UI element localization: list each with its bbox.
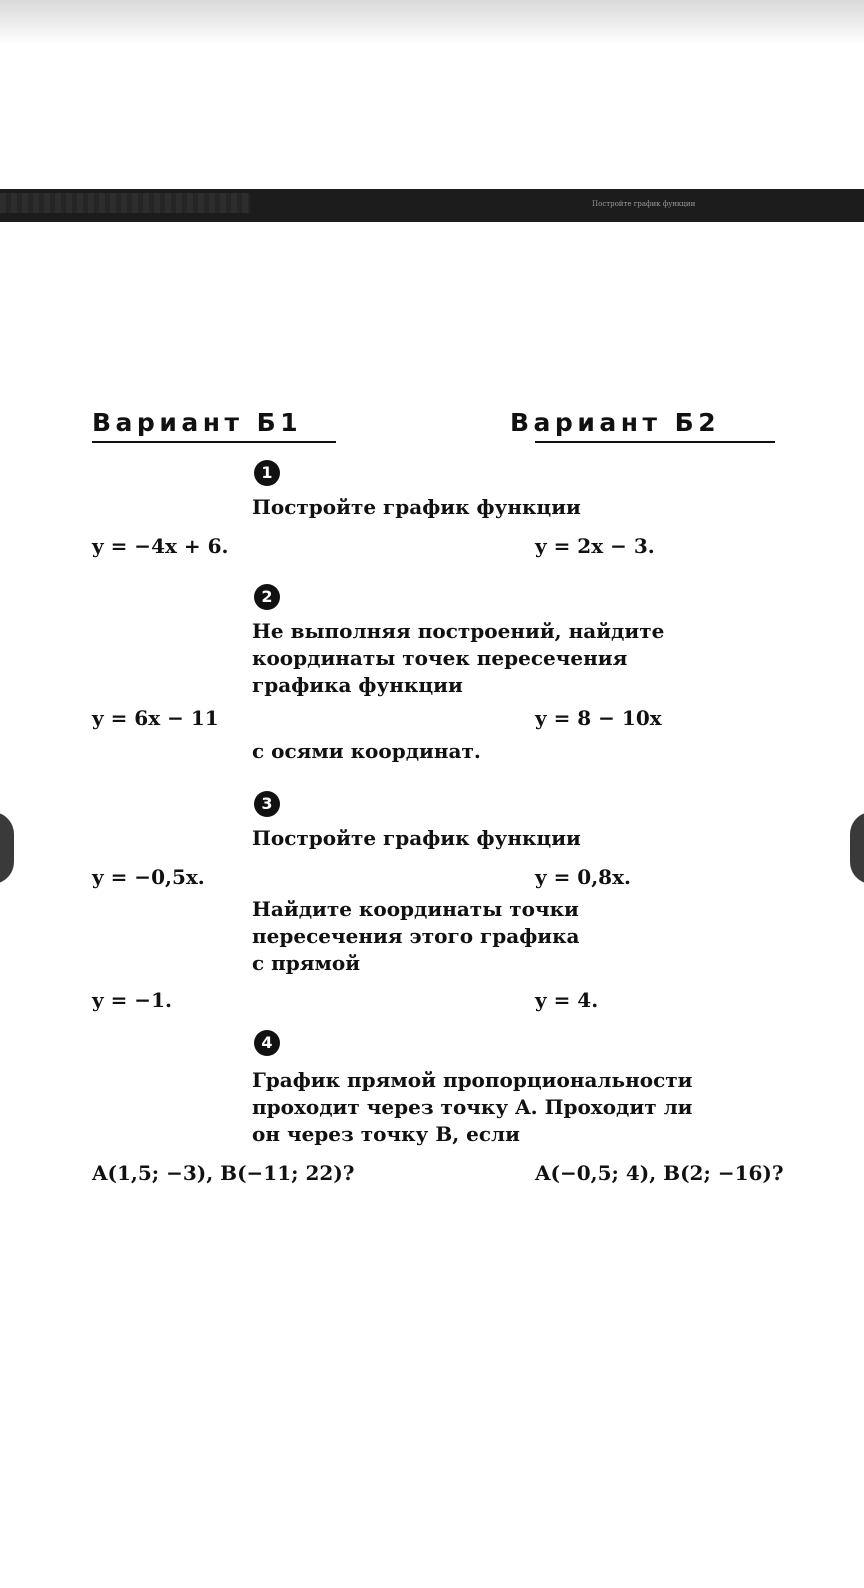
task-4-line-3: он через точку B, если [252,1122,520,1146]
variant-b1-underline [92,441,336,443]
task-4-line-1: График прямой пропорциональности [252,1068,693,1092]
task-4-b2-points: A(−0,5; 4), B(2; −16)? [535,1161,784,1185]
task-3-b1-formula: y = −0,5x. [92,865,205,889]
next-image-button[interactable] [850,812,864,884]
task-1-b2-formula: y = 2x − 3. [535,534,655,558]
previous-image-button[interactable] [0,812,14,884]
task-1-text: Постройте график функции [252,495,581,519]
previous-image-strip [0,189,864,222]
task-2-line-3: графика функции [252,673,463,697]
task-3-b2-line: y = 4. [535,988,599,1012]
task-3-b2-formula: y = 0,8x. [535,865,631,889]
task-4-line-2: проходит через точку A. Проходит ли [252,1095,693,1119]
task-3-line-1: Постройте график функции [252,826,581,850]
task-4-b1-points: A(1,5; −3), B(−11; 22)? [92,1161,355,1185]
variant-b1-heading: Вариант Б1 [92,408,303,437]
task-2-line-2: координаты точек пересечения [252,646,628,670]
variant-b2-heading: Вариант Б2 [510,408,721,437]
task-3-b1-line: y = −1. [92,988,172,1012]
task-3-line-2: Найдите координаты точки [252,897,579,921]
task-1-b1-formula: y = −4x + 6. [92,534,229,558]
task-3-number: 3 [254,791,280,817]
task-3-line-4: с прямой [252,951,361,975]
strip-caption: Постройте график функции [592,200,696,208]
task-2-line-1: Не выполняя построений, найдите [252,619,665,643]
task-2-tail: с осями координат. [252,739,481,763]
task-2-b2-formula: y = 8 − 10x [535,706,662,730]
blurred-text [0,193,250,213]
task-2-number: 2 [254,584,280,610]
task-3-line-3: пересечения этого графика [252,924,580,948]
task-1-number: 1 [254,460,280,486]
task-4-number: 4 [254,1030,280,1056]
task-2-b1-formula: y = 6x − 11 [92,706,219,730]
variant-b2-underline [535,441,775,443]
top-bar-shadow [0,0,864,45]
